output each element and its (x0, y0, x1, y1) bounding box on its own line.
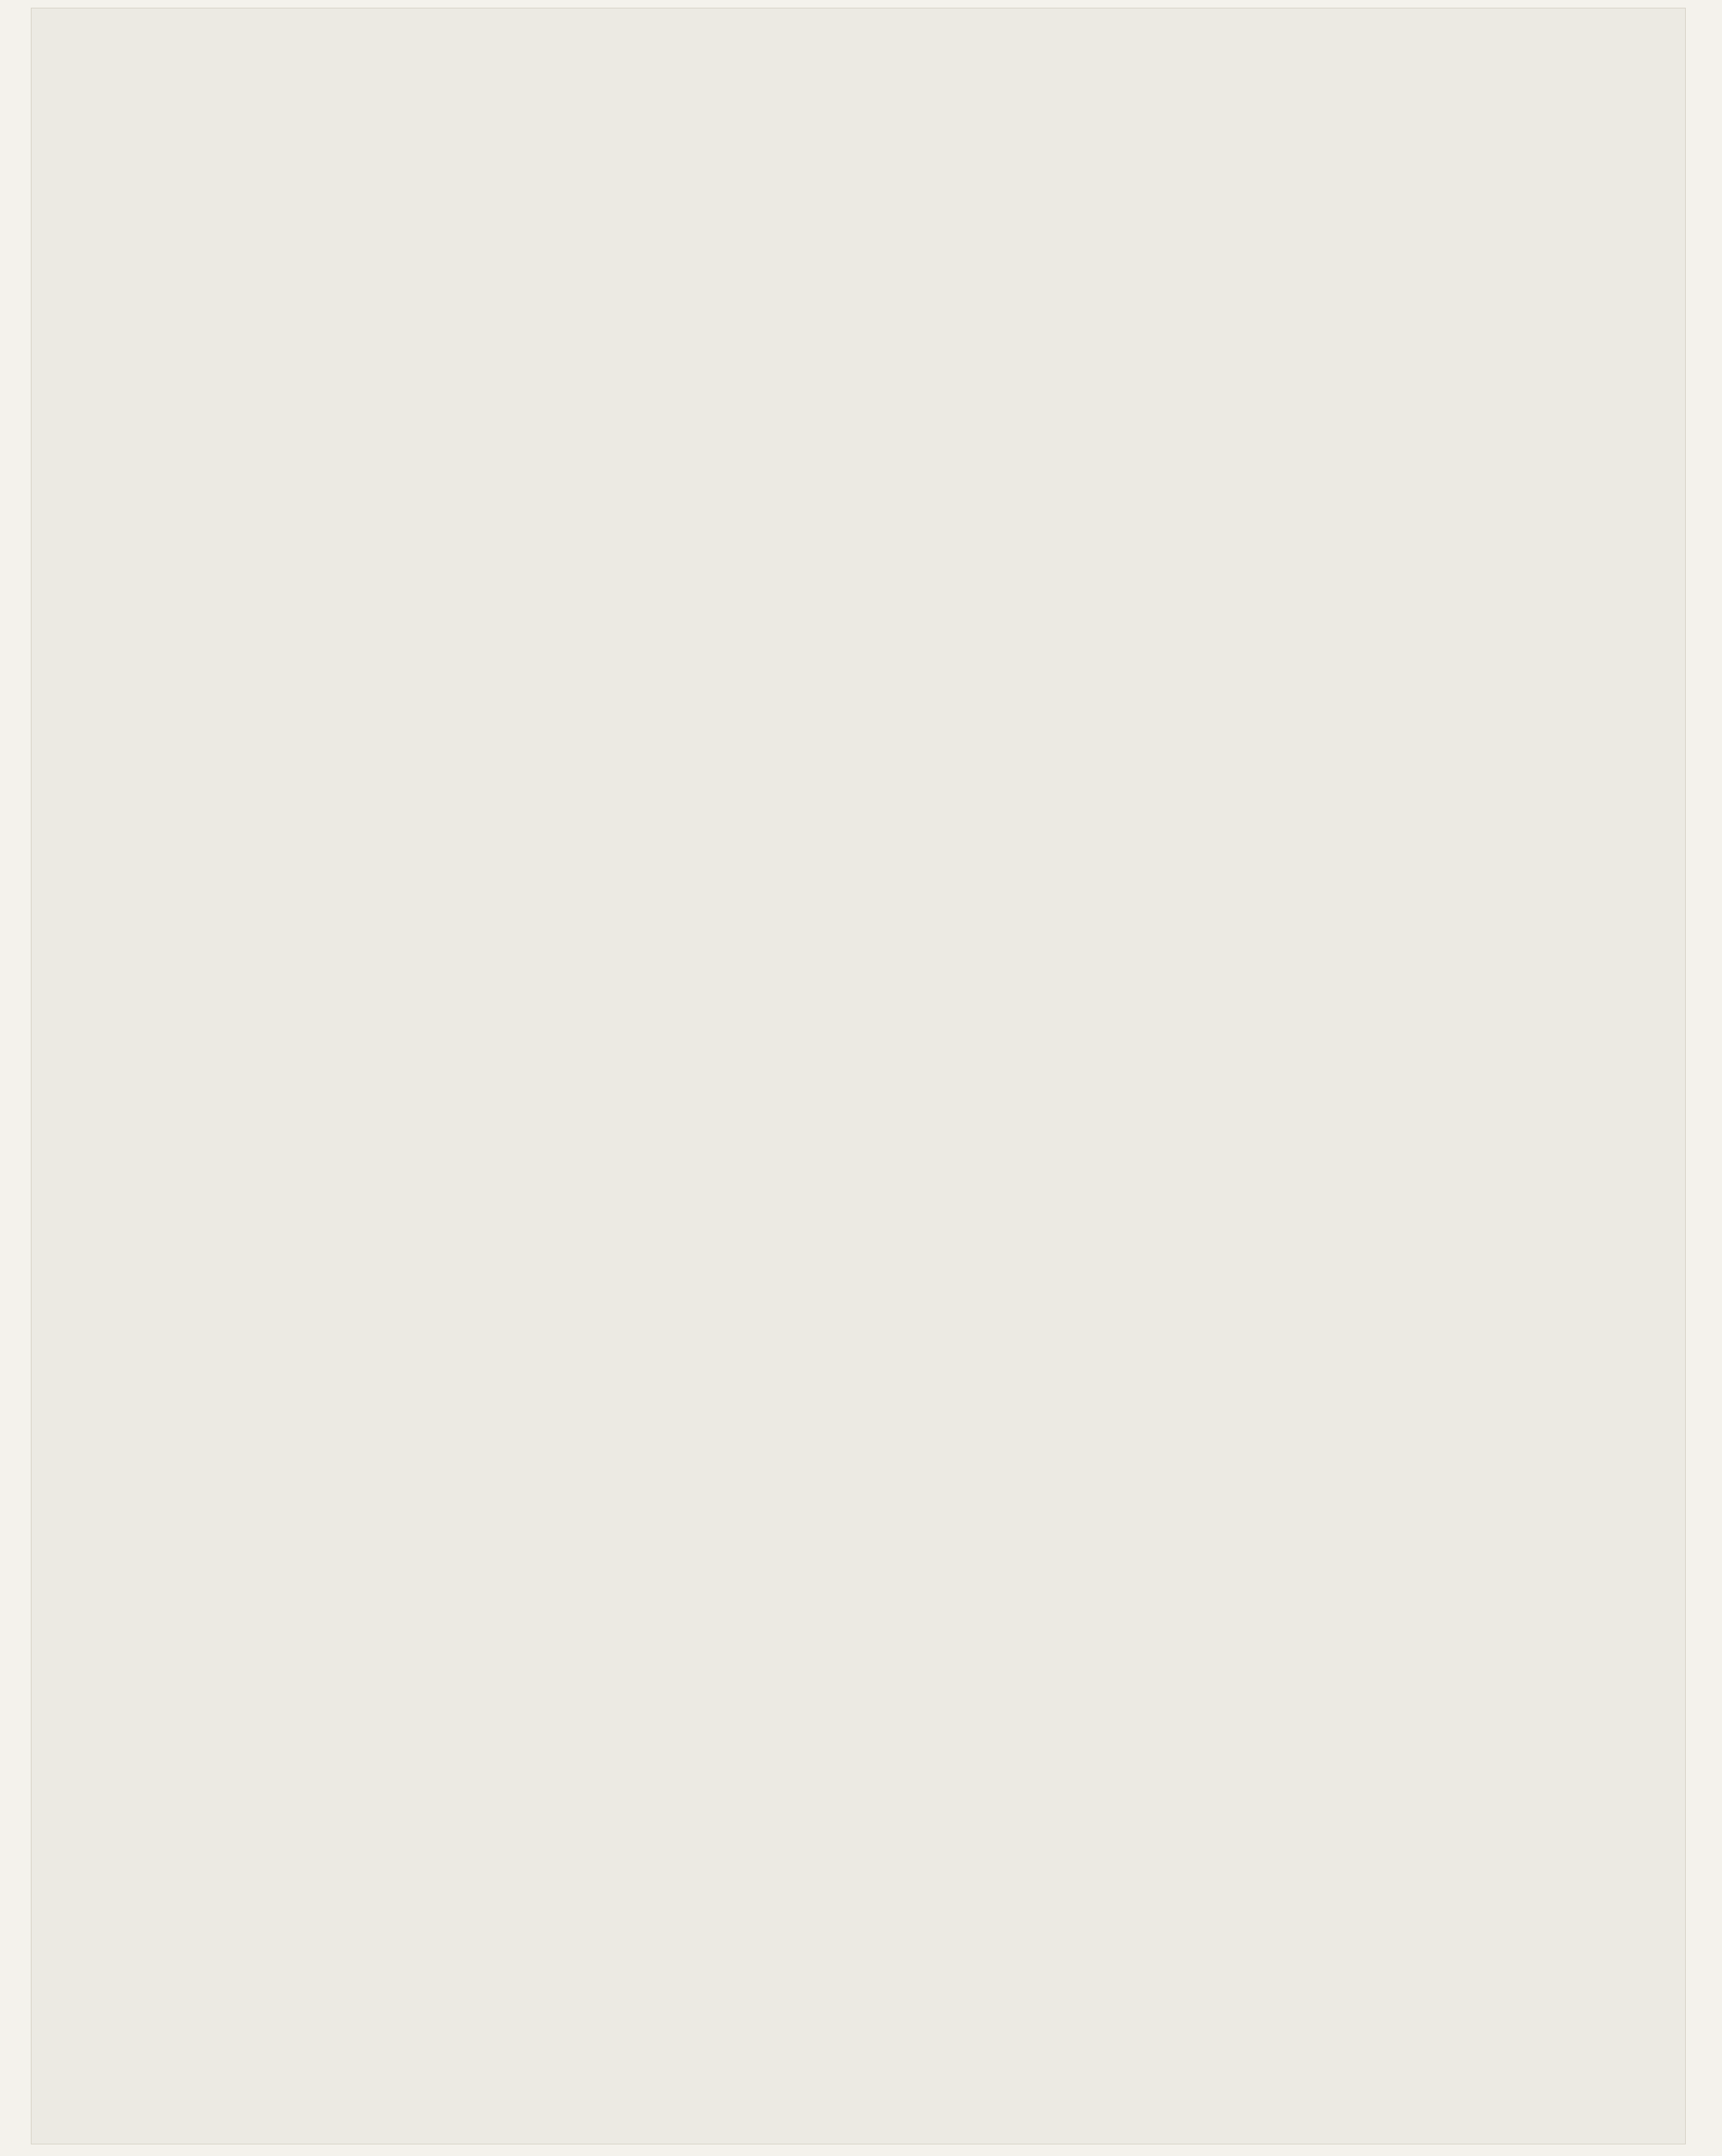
newspaper-clipping (31, 8, 1686, 2144)
article-column-1 (81, 166, 446, 2010)
